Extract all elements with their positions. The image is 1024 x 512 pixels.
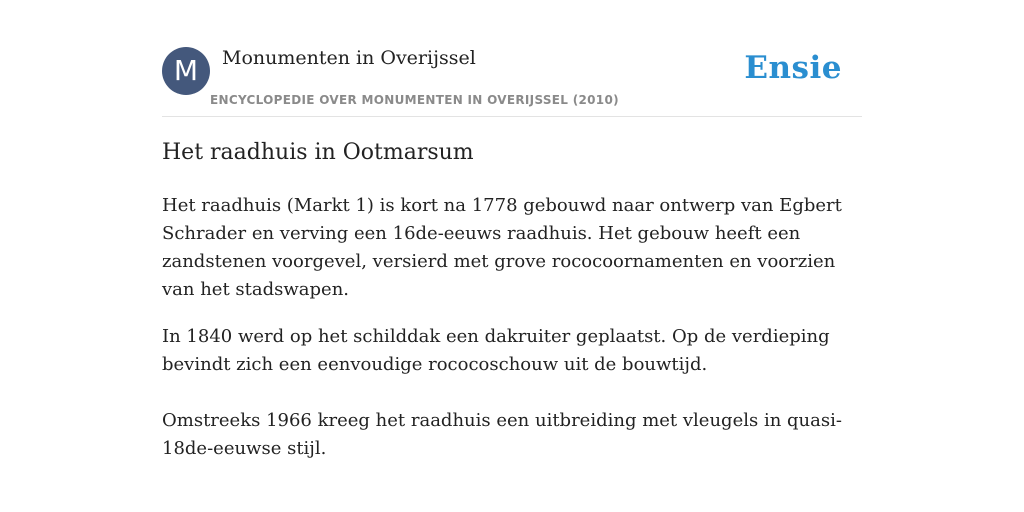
article-paragraph: In 1840 werd op het schilddak een dakruiter geplaatst. Op de verdieping bevindt zich een eenvoudige rococoschouw uit de bouwtijd. [162,326,830,375]
source-header [162,46,862,117]
source-subtitle: ENCYCLOPEDIE OVER MONUMENTEN IN OVERIJSSEL (2010) [210,93,619,107]
source-title-link[interactable]: Monumenten in Overijssel [222,47,476,69]
avatar[interactable]: M [162,47,210,95]
article-paragraph: Omstreeks 1966 kreeg het raadhuis een uitbreiding met vleugels in quasi-18de-eeuwse stijl. [162,410,842,459]
brand-logo[interactable]: Ensie [744,50,842,86]
article-title: Het raadhuis in Ootmarsum [162,140,474,165]
article-paragraph: Het raadhuis (Markt 1) is kort na 1778 gebouwd naar ontwerp van Egbert Schrader en verving een 16de-eeuws raadhuis. Het gebouw heeft een zandstenen voorgevel, versierd met grove rococoornamenten en voorzien van het stadswapen. [162,195,842,300]
